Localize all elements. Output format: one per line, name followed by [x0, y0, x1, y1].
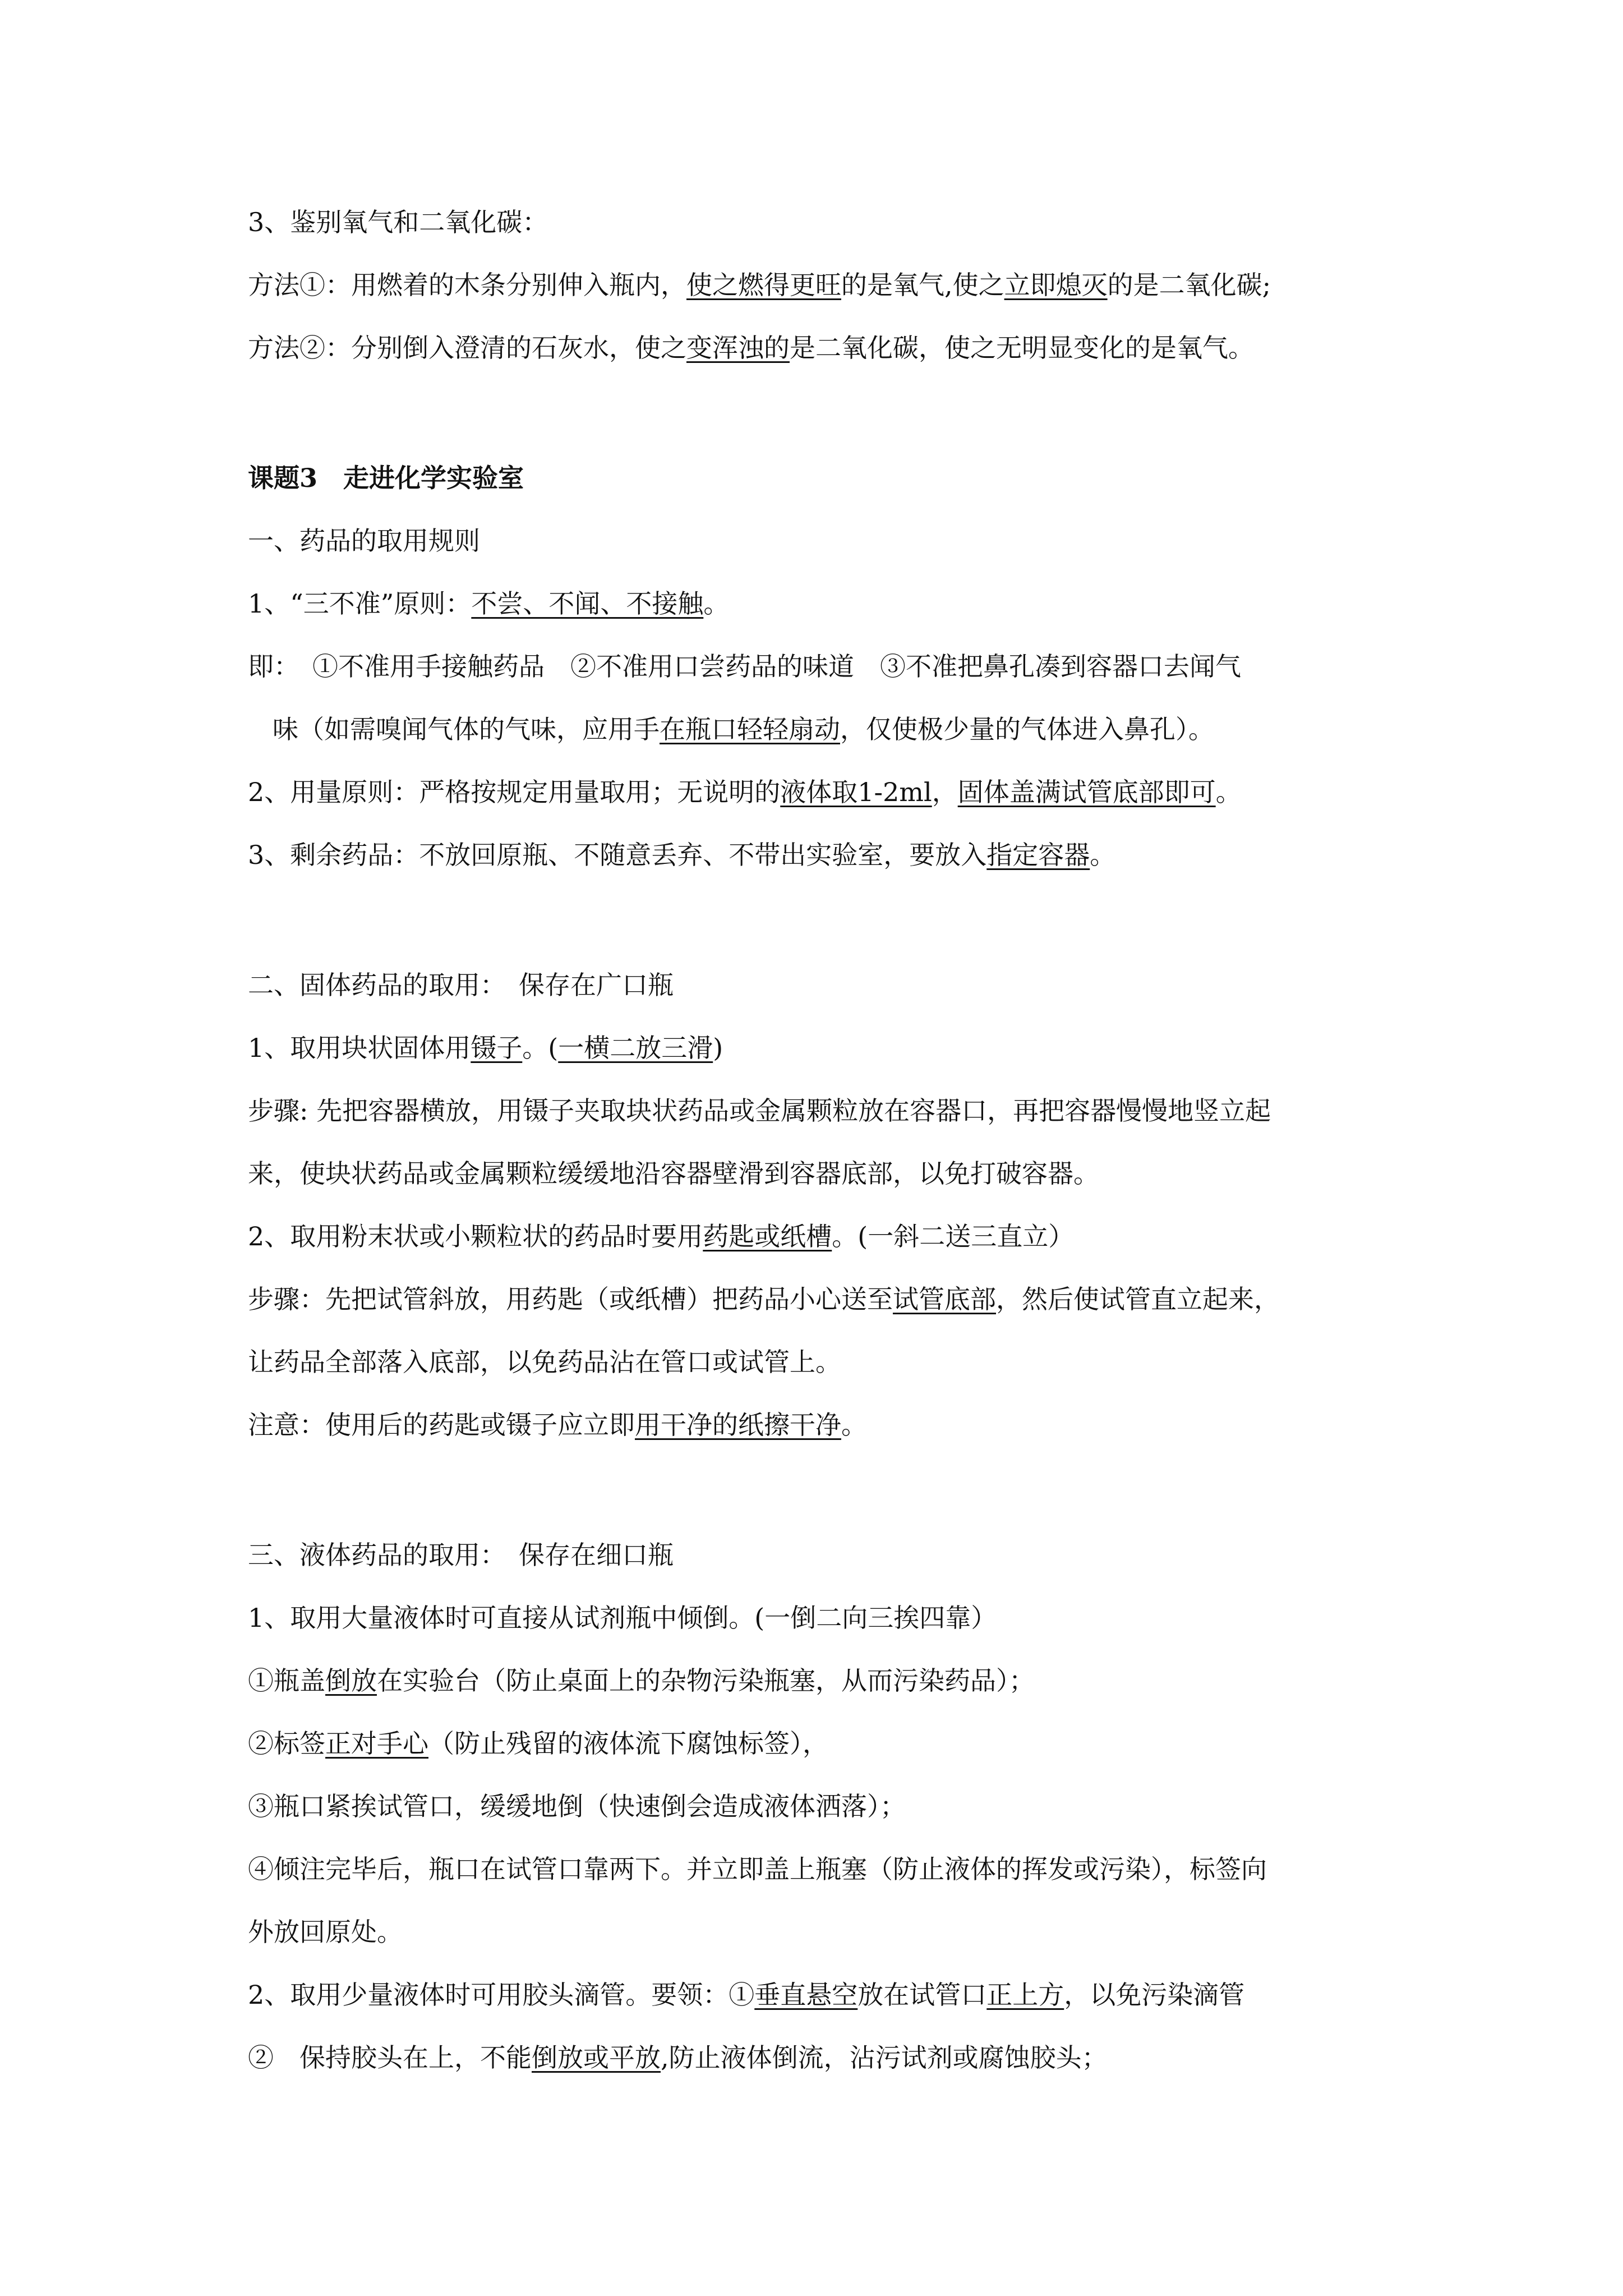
part3-step-3: ③瓶口紧挨试管口，缓缓地倒（快速倒会造成液体洒落）；: [248, 1791, 906, 1821]
part2-steps-1: 步骤: 先把容器横放，用镊子夹取块状药品或金属颗粒放在容器口，再把容器慢慢地竖立起: [248, 1096, 1271, 1126]
keyword-underlined: 倒放或平放: [532, 2042, 661, 2073]
keyword-underlined: 倒放: [325, 1665, 377, 1696]
keyword-underlined: 正上方: [986, 1980, 1064, 2010]
part2-item-2: 2、取用粉末状或小颗粒状的药品时要用药匙或纸槽。(一斜二送三直立）: [248, 1221, 1075, 1251]
part3-step-4-cont: 外放回原处。: [248, 1917, 403, 1947]
identify-title: 3、鉴别氧气和二氧化碳：: [248, 207, 548, 237]
part2-steps-2: 步骤：先把试管斜放，用药匙（或纸槽）把药品小心送至试管底部，然后使试管直立起来，: [248, 1284, 1280, 1314]
part1-rule-3: 3、剩余药品：不放回原瓶、不随意丢弃、不带出实验室，要放入指定容器。: [248, 840, 1116, 870]
keyword-underlined: 变浑浊的: [686, 333, 790, 363]
part2-note: 注意：使用后的药匙或镊子应立即用干净的纸擦干净。: [248, 1410, 867, 1440]
identify-method-1: 方法①：用燃着的木条分别伸入瓶内，使之燃得更旺的是氧气,使之立即熄灭的是二氧化碳;: [248, 270, 1271, 300]
part2-steps-1-cont: 来，使块状药品或金属颗粒缓缓地沿容器壁滑到容器底部，以免打破容器。: [248, 1158, 1099, 1189]
part3-heading: 三、液体药品的取用： 保存在细口瓶: [248, 1540, 674, 1570]
keyword-underlined: 立即熄灭: [1004, 270, 1108, 300]
part1-heading: 一、药品的取用规则: [248, 526, 480, 556]
part3-step-1: ①瓶盖倒放在实验台（防止桌面上的杂物污染瓶塞，从而污染药品）；: [248, 1665, 1035, 1696]
keyword-underlined: 用干净的纸擦干净: [635, 1410, 841, 1440]
keyword-underlined: 固体盖满试管底部即可: [957, 777, 1216, 807]
keyword-underlined: 在瓶口轻轻扇动: [660, 714, 840, 744]
part3-item-1: 1、取用大量液体时可直接从试剂瓶中倾倒。(一倒二向三挨四靠）: [248, 1603, 997, 1633]
keyword-underlined: 使之燃得更旺: [686, 270, 841, 300]
keyword-underlined: 液体取1-2ml: [780, 777, 932, 807]
part1-rule-1: 1、“三不准”原则：不尝、不闻、不接触。: [248, 588, 730, 619]
keyword-underlined: 不尝、不闻、不接触: [471, 588, 704, 619]
keyword-underlined: 一横二放三滑: [558, 1033, 713, 1063]
keyword-underlined: 药匙或纸槽: [703, 1221, 832, 1251]
part2-heading: 二、固体药品的取用： 保存在广口瓶: [248, 970, 674, 1000]
part3-step-2: ②标签正对手心（防止残留的液体流下腐蚀标签），: [248, 1728, 828, 1759]
part3-item-2: 2、取用少量液体时可用胶头滴管。要领：①垂直悬空放在试管口正上方，以免污染滴管: [248, 1980, 1245, 2010]
part1-rule-1-detail: 即： ①不准用手接触药品 ②不准用口尝药品的味道 ③不准把鼻孔凑到容器口去闻气: [248, 651, 1241, 682]
lesson-title: 课题3 走进化学实验室: [248, 463, 524, 493]
part3-item-2-point-2: ② 保持胶头在上，不能倒放或平放,防止液体倒流，沾污试剂或腐蚀胶头；: [248, 2042, 1108, 2073]
keyword-underlined: 镊子: [471, 1033, 523, 1063]
keyword-underlined: 正对手心: [325, 1728, 428, 1759]
keyword-underlined: 试管底部: [893, 1284, 996, 1314]
part1-rule-1-detail-cont: 味（如需嗅闻气体的气味，应用手在瓶口轻轻扇动，仅使极少量的气体进入鼻孔）。: [273, 714, 1214, 744]
part3-step-4: ④倾注完毕后，瓶口在试管口靠两下。并立即盖上瓶塞（防止液体的挥发或污染），标签向: [248, 1854, 1267, 1884]
keyword-underlined: 垂直悬空: [754, 1980, 858, 2010]
part2-item-1: 1、取用块状固体用镊子。(一横二放三滑): [248, 1033, 723, 1063]
document-page: [248, 205, 1392, 2074]
identify-method-2: 方法②：分别倒入澄清的石灰水，使之变浑浊的是二氧化碳，使之无明显变化的是氧气。: [248, 333, 1254, 363]
part1-rule-2: 2、用量原则：严格按规定用量取用；无说明的液体取1-2ml，固体盖满试管底部即可。: [248, 777, 1242, 807]
part2-steps-2-cont: 让药品全部落入底部，以免药品沾在管口或试管上。: [248, 1347, 841, 1377]
keyword-underlined: 指定容器: [986, 840, 1090, 870]
